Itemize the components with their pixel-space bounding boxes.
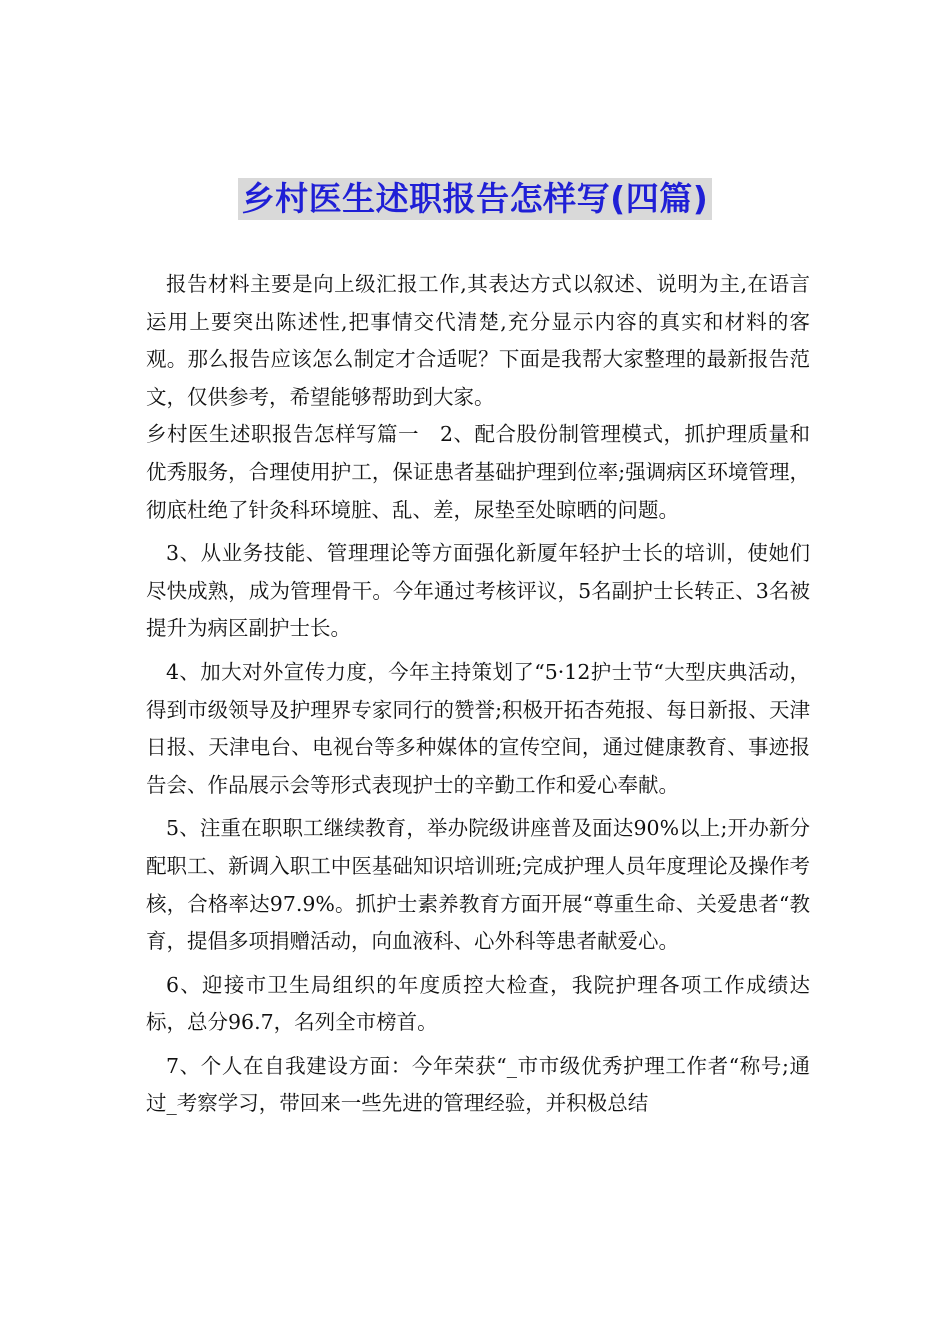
paragraph-item-6: 6、迎接市卫生局组织的年度质控大检查，我院护理各项工作成绩达标，总分96.7，名列全市榜首。 (146, 972, 810, 1035)
paragraph-item-3: 3、从业务技能、管理理论等方面强化新厦年轻护士长的培训，使她们尽快成熟，成为管理骨干。今年通过考核评议，5名副护士长转正、3名被提升为病区副护士长。 (146, 541, 810, 641)
title-block (0, 178, 950, 220)
paragraph-item-7: 7、个人在自我建设方面：今年荣获“_市市级优秀护理工作者“称号;通过_考察学习，带回来一些先进的管理经验，并积极总结 (146, 1053, 810, 1116)
paragraph-intro: 报告材料主要是向上级汇报工作,其表达方式以叙述、说明为主,在语言运用上要突出陈述性,把事情交代清楚,充分显示内容的真实和材料的客观。那么报告应该怎么制定才合适呢？下面是我帮大家整理的最新报告范文，仅供参考，希望能够帮助到大家。 (146, 272, 810, 409)
paragraph-item-2: 乡村医生述职报告怎样写篇一 2、配合股份制管理模式，抓护理质量和优秀服务，合理使用护工，保证患者基础护理到位率;强调病区环境管理，彻底杜绝了针灸科环境脏、乱、差，尿垫至处晾晒的问题。 (146, 422, 810, 522)
document-title: 乡村医生述职报告怎样写(四篇) (238, 178, 713, 220)
paragraph-item-5: 5、注重在职职工继续教育，举办院级讲座普及面达90%以上;开办新分配职工、新调入职工中医基础知识培训班;完成护理人员年度理论及操作考核，合格率达97.9%。抓护士素养教育方面开展“尊重生命、关爱患者“教育，提倡多项捐赠活动，向血液科、心外科等患者献爱心。 (146, 816, 810, 954)
paragraph-item-4: 4、加大对外宣传力度，今年主持策划了“5·12护士节“大型庆典活动，得到市级领导及护理界专家同行的赞誉;积极开拓杏苑报、每日新报、天津日报、天津电台、电视台等多种媒体的宣传空间，通过健康教育、事迹报告会、作品展示会等形式表现护士的辛勤工作和爱心奉献。 (146, 659, 810, 797)
document-body (146, 266, 810, 1123)
